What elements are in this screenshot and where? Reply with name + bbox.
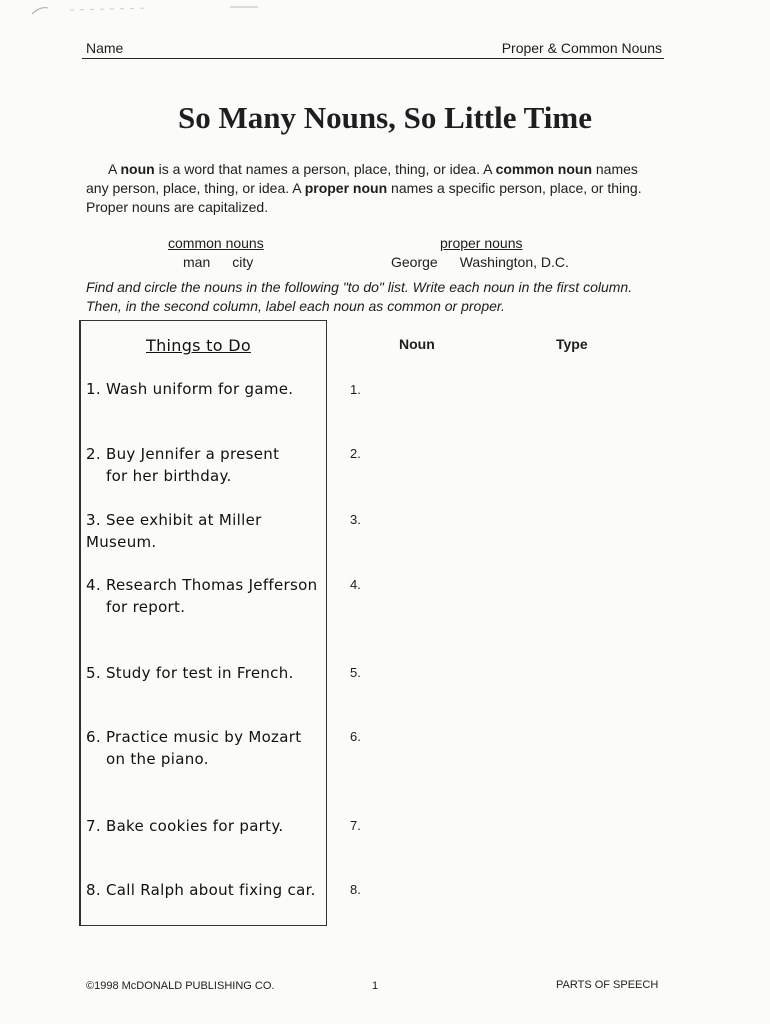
- term-noun: noun: [120, 161, 155, 177]
- todo-item-text: 2. Buy Jennifer a present: [86, 445, 280, 463]
- todo-item-text: 6. Practice music by Mozart: [86, 728, 302, 746]
- proper-example-2: Washington, D.C.: [459, 254, 569, 270]
- todo-item-1: [86, 378, 324, 400]
- common-example-2: city: [232, 254, 254, 270]
- common-nouns-examples: [183, 254, 275, 270]
- todo-item-text: 3. See exhibit at Miller Museum.: [86, 511, 262, 551]
- intro-text-4: names a specific person, place, or thing. Proper nouns are capitalized.: [86, 180, 642, 215]
- topic-label: Proper & Common Nouns: [501, 40, 662, 56]
- section-label: PARTS OF SPEECH: [556, 979, 659, 991]
- todo-heading: Things to Do: [146, 336, 251, 355]
- instructions: Find and circle the nouns in the following "to do" list. Write each noun in the first column. Then, in the second column, label each noun as common or proper.: [86, 279, 633, 314]
- intro-text-1: A: [108, 161, 121, 177]
- todo-item-text: 5. Study for test in French.: [86, 664, 294, 682]
- todo-item-text: 4. Research Thomas Jefferson: [86, 576, 318, 594]
- scan-artifact-mark: [30, 2, 260, 18]
- todo-item-2: [86, 443, 324, 487]
- proper-nouns-heading: proper nouns: [440, 235, 523, 251]
- page-number: 1: [372, 980, 379, 992]
- answer-number-4: 4.: [350, 577, 361, 592]
- todo-item-text-cont: on the piano.: [106, 750, 209, 768]
- answer-number-7: 7.: [350, 818, 361, 833]
- answer-number-3: 3.: [350, 512, 361, 527]
- todo-item-text: 7. Bake cookies for party.: [86, 817, 284, 835]
- proper-nouns-examples: [391, 254, 591, 270]
- todo-item-text: 8. Call Ralph about fixing car.: [86, 881, 316, 899]
- answer-number-6: 6.: [350, 729, 361, 744]
- answer-number-5: 5.: [350, 665, 361, 680]
- term-common-noun: common noun: [495, 161, 592, 177]
- type-column-heading: Type: [556, 336, 588, 352]
- todo-item-3: [86, 509, 324, 553]
- answer-number-1: 1.: [350, 382, 361, 397]
- todo-item-7: [86, 815, 324, 837]
- todo-item-6: [86, 726, 324, 770]
- noun-column-heading: Noun: [399, 336, 435, 352]
- name-label: Name: [86, 40, 124, 56]
- intro-text-2: is a word that names a person, place, thing, or idea. A: [154, 161, 496, 177]
- todo-item-5: [86, 662, 324, 684]
- todo-item-text-cont: for report.: [106, 598, 186, 616]
- term-proper-noun: proper noun: [304, 180, 388, 196]
- todo-item-text-cont: for her birthday.: [106, 467, 232, 485]
- todo-item-text: 1. Wash uniform for game.: [86, 380, 294, 398]
- common-example-1: man: [183, 254, 211, 270]
- answer-number-8: 8.: [350, 882, 361, 897]
- intro-text-3: names any person, place, thing, or idea. A: [86, 161, 638, 196]
- todo-item-8: [86, 879, 324, 901]
- proper-example-1: George: [391, 254, 438, 270]
- common-nouns-heading: common nouns: [168, 235, 264, 251]
- copyright-notice: ©1998 McDONALD PUBLISHING CO.: [86, 980, 275, 992]
- intro-paragraph: [86, 160, 646, 217]
- answer-number-2: 2.: [350, 446, 361, 461]
- page-title: So Many Nouns, So Little Time: [178, 100, 592, 135]
- header-rule: [82, 58, 664, 59]
- todo-item-4: [86, 574, 324, 618]
